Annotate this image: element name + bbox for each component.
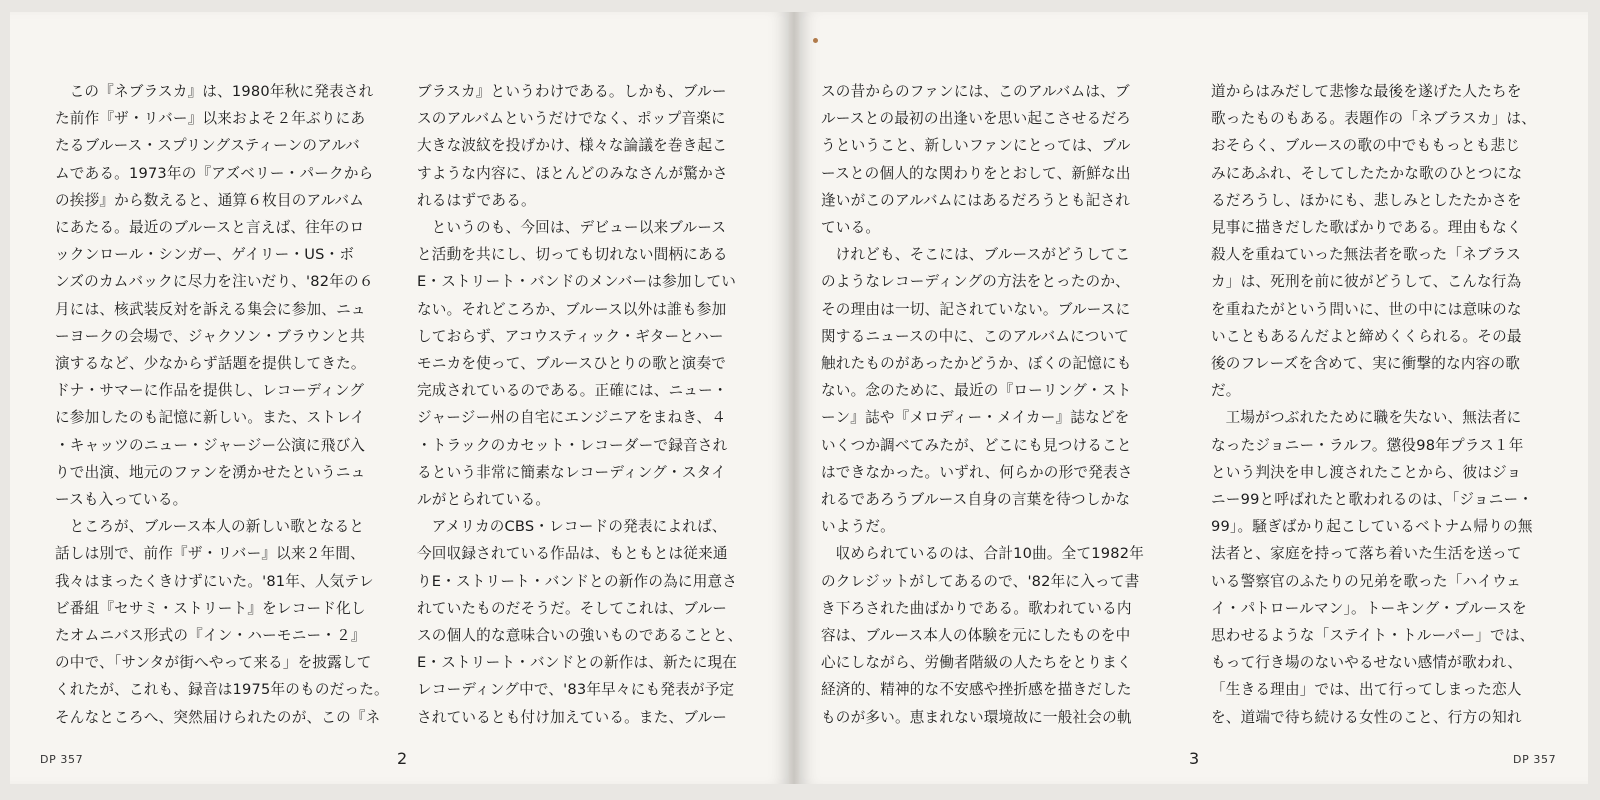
catalog-number-left: DP 357 [40, 753, 84, 766]
text-line: モニカを使って、ブルースひとりの歌と演奏で [417, 355, 727, 373]
text-line: 大きな波紋を投げかけ、様々な論議を巻き起こ [417, 137, 728, 155]
text-line: ない。それどころか、ブルース以外は誰も参加 [417, 300, 727, 318]
text-line: そんなところへ、突然届けられたのが、この『ネ [55, 708, 381, 726]
text-line: ている。 [821, 219, 881, 237]
text-line: ルースとの最初の出逢いを思い起こさせるだろ [821, 110, 1131, 128]
text-line: ムである。1973年の『アズベリー・パークから [55, 164, 374, 182]
text-line: 容は、ブルース本人の体験を元にしたものを中 [821, 627, 1131, 645]
right-page [799, 12, 1588, 784]
text-line: の挨拶』から数えると、通算６枚目のアルバム [55, 191, 365, 209]
text-line: に参加したのも記憶に新しい。また、ストレイ [55, 409, 365, 427]
text-line: E・ストリート・バンドとの新作は、新たに現在 [417, 654, 738, 672]
text-line: スのアルバムというだけでなく、ポップ音楽に [417, 110, 726, 128]
left-page [10, 12, 789, 784]
book-gutter [789, 12, 799, 784]
text-line: るという非常に簡素なレコーディング・スタイ [417, 463, 726, 481]
text-line: た前作『ザ・リバー』以来およそ２年ぶりにあ [55, 110, 366, 128]
text-line: と活動を共にし、切っても切れない間柄にある [417, 246, 728, 264]
text-line: たるブルース・スプリングスティーンのアルバ [55, 137, 360, 155]
text-line: 話しは別で、前作『ザ・リバー』以来２年間、 [55, 545, 365, 563]
text-line: ーン』誌や『メロディー・メイカー』誌などを [821, 409, 1130, 427]
text-line: 触れたものがあったかどうか、ぼくの記憶にも [821, 355, 1132, 373]
text-line: りE・ストリート・バンドとの新作の為に用意さ [417, 572, 738, 590]
text-column-4 [1211, 78, 1536, 731]
text-line: アメリカのCBS・レコードの発表によれば、 [431, 518, 727, 536]
text-line: れるはずである。 [417, 191, 536, 209]
text-line: だ。 [1211, 382, 1241, 400]
text-line: くれたが、これも、録音は1975年のものだった。 [55, 681, 389, 699]
text-line: ・トラックのカセット・レコーダーで録音され [417, 436, 728, 454]
text-line: 我々はまったくきけずにいた。'81年、人気テレ [55, 572, 374, 590]
text-line: 殺人を重ねていった無法者を歌った「ネブラス [1211, 246, 1521, 264]
text-line: 今回収録されている作品は、もともとは従来通 [417, 545, 728, 563]
text-line: 思わせるような「ステイト・トルーパー」では、 [1211, 627, 1535, 645]
text-line: その理由は一切、記されていない。ブルースに [821, 300, 1131, 318]
text-line: ない。念のために、最近の『ローリング・スト [821, 382, 1132, 400]
text-line: にあたる。最近のブルースと言えば、往年のロ [55, 219, 365, 237]
text-line: 逢いがこのアルバムにはあるだろうとも記され [821, 191, 1131, 209]
paper-speck [813, 38, 818, 43]
page-number-left: 2 [397, 749, 408, 768]
text-line: 完成されているのである。正確には、ニュー・ [417, 382, 728, 400]
text-line: ジャージー州の自宅にエンジニアをまねき、４ [417, 409, 727, 427]
text-line: という判決を申し渡されたことから、彼はジョ [1211, 463, 1522, 481]
text-line: 月には、核武装反対を訴える集会に参加、ニュ [55, 300, 366, 318]
text-column-1 [55, 78, 389, 731]
text-line: りで出演、地元のファンを湧かせたというニュ [55, 463, 366, 481]
text-line: なったジョニー・ラルフ。懲役98年プラス１年 [1211, 436, 1524, 454]
text-line: るだろうし、ほかにも、悲しみとしたたかさを [1211, 191, 1522, 209]
text-line: スの個人的な意味合いの強いものであることと、 [417, 627, 743, 645]
text-line: のようなレコーディングの方法をとったのか、 [821, 273, 1130, 291]
text-line: ところが、ブルース本人の新しい歌となると [69, 518, 365, 536]
text-line: たオムニバス形式の『イン・ハーモニー・２』 [55, 627, 366, 645]
text-line: いこともあるんだよと締めくくられる。その最 [1211, 327, 1522, 345]
text-line: 収められているのは、合計10曲。全て1982年 [835, 545, 1144, 563]
text-line: カ」は、死刑を前に彼がどうして、こんな行為 [1211, 273, 1522, 291]
text-line: ースとの個人的な関わりをとおして、新鮮な出 [821, 164, 1131, 182]
text-line: レコーディング中で、'83年早々にも発表が予定 [417, 681, 735, 699]
text-line: はできなかった。いずれ、何らかの形で発表さ [821, 463, 1133, 481]
text-line: いようだ。 [821, 518, 895, 536]
text-line: ものが多い。恵まれない環境故に一般社会の軌 [821, 708, 1132, 726]
text-line: すような内容に、ほとんどのみなさんが驚かさ [417, 164, 728, 182]
text-line: 歌ったものもある。表題作の「ネブラスカ」は、 [1211, 110, 1537, 128]
catalog-number-right: DP 357 [1513, 753, 1557, 766]
text-line: 「生きる理由」では、出て行ってしまった恋人 [1211, 681, 1522, 699]
text-line: 演するなど、少なからず話題を提供してきた。 [55, 355, 366, 373]
text-line: スの昔からのファンには、このアルバムは、ブ [821, 83, 1130, 100]
text-line: されているとも付け加えている。また、ブルー [417, 708, 728, 726]
text-line: ースも入っている。 [55, 491, 188, 509]
text-line: ドナ・サマーに作品を提供し、レコーディング [55, 382, 365, 400]
text-line: 99」。騒ぎばかり起こしているベトナム帰りの無 [1211, 518, 1533, 536]
text-column-3 [821, 78, 1144, 731]
text-line: 関するニュースの中に、このアルバムについて [821, 327, 1130, 345]
text-line: E・ストリート・バンドのメンバーは参加してい [417, 273, 737, 291]
text-line: いる警察官のふたりの兄弟を歌った「ハイウェ [1211, 572, 1522, 590]
text-line: のクレジットがしてあるので、'82年に入って書 [821, 572, 1140, 590]
text-line: ビ番組『セサミ・ストリート』をレコード化し [55, 599, 366, 617]
text-line: けれども、そこには、ブルースがどうしてこ [835, 246, 1131, 264]
text-line: ンズのカムバックに尽力を注いだり、'82年の６ [55, 273, 374, 291]
text-line: というのも、今回は、デビュー以来ブルース [431, 219, 727, 237]
text-line: を重ねたがという問いに、世の中には意味のな [1211, 300, 1522, 318]
text-line: ックンロール・シンガー、ゲイリー・US・ボ [55, 246, 355, 264]
text-line: 工場がつぶれたために職を失ない、無法者に [1225, 409, 1522, 427]
text-line: 見事に描きだした歌ばかりである。理由もなく [1211, 219, 1522, 237]
text-line: もって行き場のないやるせない感情が歌われ、 [1211, 654, 1523, 672]
text-line: れるであろうブルース自身の言葉を待つしかな [821, 491, 1131, 509]
text-line: 経済的、精神的な不安感や挫折感を描きだした [821, 681, 1132, 699]
text-line: ブラスカ』というわけである。しかも、ブルー [417, 83, 727, 100]
text-line: 法者と、家庭を持って落ち着いた生活を送って [1211, 545, 1522, 563]
text-line: ・キャッツのニュー・ジャージー公演に飛び入 [55, 436, 366, 454]
text-line: みにあふれ、そしてしたたかな歌のひとつにな [1211, 164, 1523, 182]
text-line: を、道端で待ち続ける女性のこと、行方の知れ [1211, 708, 1522, 726]
text-line: ニー99と呼ばれたと歌われるのは、「ジョニー・ [1211, 491, 1534, 509]
text-line: 心にしながら、労働者階級の人たちをとりまく [821, 654, 1132, 672]
text-line: れていたものだそうだ。そしてこれは、ブルー [417, 599, 728, 617]
text-line: この『ネブラスカ』は、1980年秋に発表され [69, 83, 374, 100]
text-line: ーヨークの会場で、ジャクソン・ブラウンと共 [55, 327, 366, 345]
text-line: ルがとられている。 [417, 491, 551, 509]
text-line: おそらく、ブルースの歌の中でももっとも悲じ [1211, 137, 1521, 155]
text-line: 後のフレーズを含めて、実に衝撃的な内容の歌 [1211, 355, 1521, 373]
text-line: うということ、新しいファンにとっては、ブル [821, 137, 1131, 155]
text-line: 道からはみだして悲惨な最後を遂げた人たちを [1211, 83, 1522, 100]
text-line: き下ろされた曲ばかりである。歌われている内 [821, 599, 1132, 617]
text-line: イ・パトロールマン」。トーキング・ブルースを [1211, 599, 1527, 617]
text-line: いくつか調べてみたが、どこにも見つけること [821, 436, 1132, 454]
text-line: しておらず、アコウスティック・ギターとハー [417, 327, 724, 345]
text-line: の中で、「サンタが街へやって来る」を披露して [55, 654, 372, 672]
page-number-right: 3 [1189, 749, 1200, 768]
text-column-2 [417, 78, 742, 731]
